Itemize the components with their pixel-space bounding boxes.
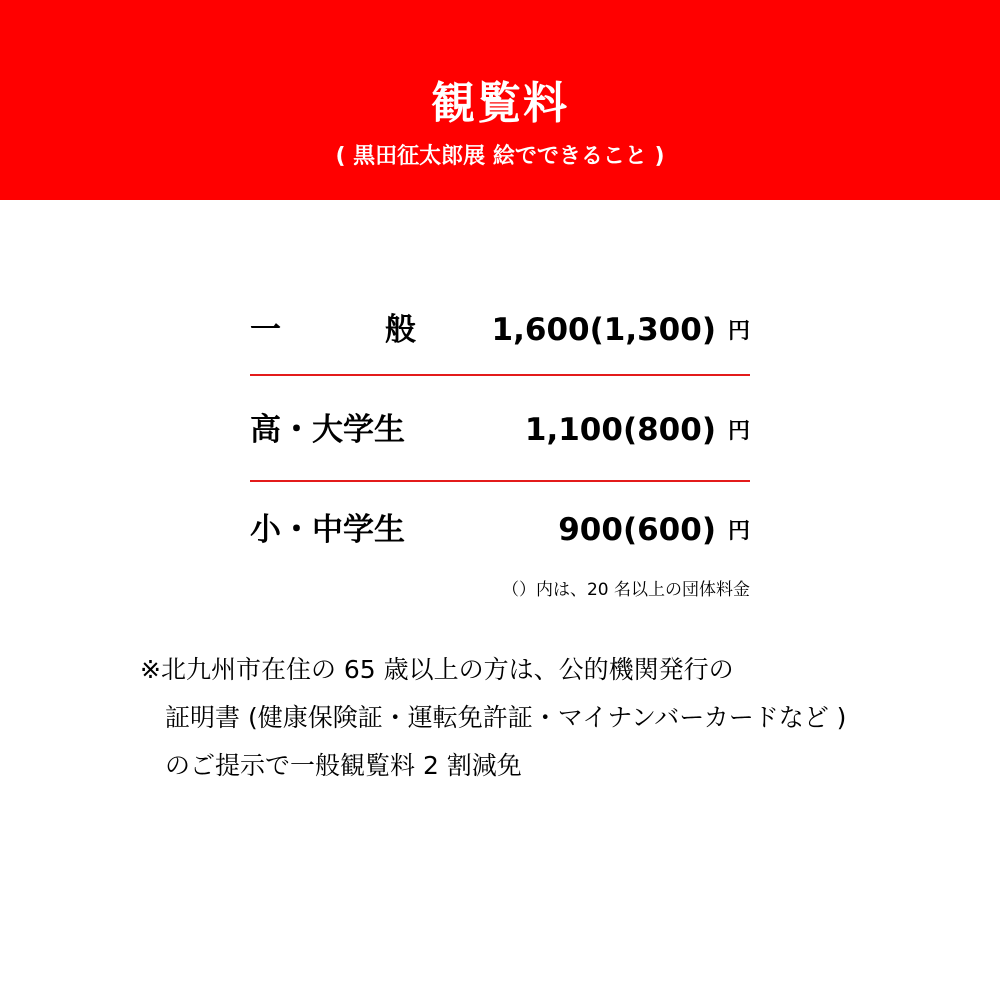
price-row-label: 小・中学生: [250, 512, 405, 548]
page-title: 観覧料: [431, 78, 569, 129]
price-unit: 円: [727, 519, 750, 544]
price-row-label-part: 般: [385, 312, 416, 348]
exhibition-subtitle: ( 黒田征太郎展 絵でできること ): [335, 144, 665, 169]
notice-line: のご提示で一般観覧料 2 割減免: [165, 751, 522, 780]
price-row-label-part: 一: [250, 312, 281, 348]
price-row-child: [250, 500, 750, 560]
notice-line: ※北九州市在住の 65 歳以上の方は、公的機関発行の: [140, 655, 734, 684]
row-divider: [250, 374, 750, 376]
header-banner: [0, 0, 1000, 200]
price-unit: 円: [727, 319, 750, 344]
notice-line: 証明書 (健康保険証・運転免許証・マイナンバーカードなど ): [165, 703, 847, 732]
row-divider: [250, 480, 750, 482]
price-row-label: 高・大学生: [250, 412, 405, 448]
price-unit: 円: [727, 419, 750, 444]
price-row-general: [250, 300, 750, 360]
price-value: 1,600(1,300): [491, 312, 716, 348]
group-rate-note: （）内は、20 名以上の団体料金: [501, 580, 750, 600]
price-value: 900(600): [558, 512, 716, 548]
price-value: 1,100(800): [524, 412, 716, 448]
price-row-label: [250, 300, 416, 360]
price-row-student: [250, 400, 750, 460]
discount-notice: [140, 646, 880, 790]
